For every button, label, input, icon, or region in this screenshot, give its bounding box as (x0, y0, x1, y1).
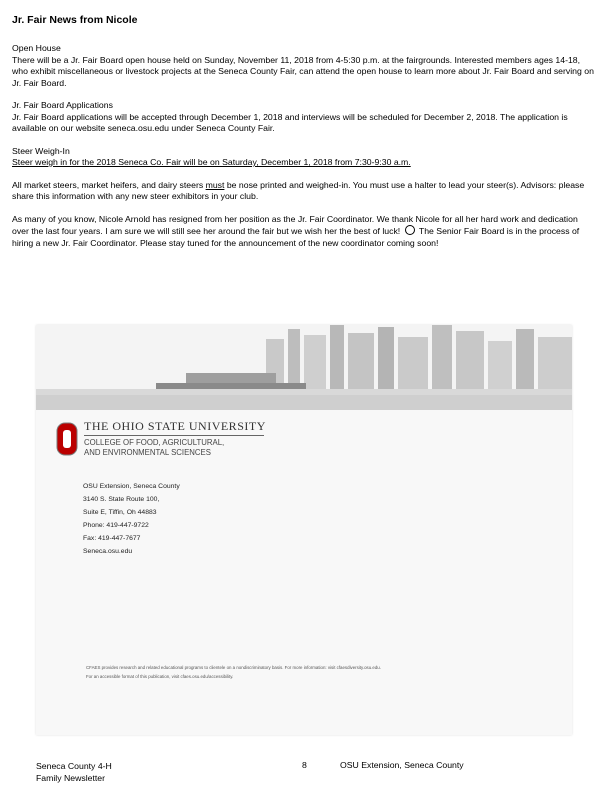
steer-requirements (12, 180, 594, 203)
office-address (83, 480, 180, 558)
block-o-logo-icon (56, 422, 78, 456)
steer-body-start: All market steers, market heifers, and dairy steers (12, 179, 206, 190)
footer-line: Seneca County 4-H (36, 761, 112, 771)
open-house-body: There will be a Jr. Fair Board open house held on Sunday, November 11, 2018 from 4-5:30 p.m. at the fairgrounds. Interested members ages 14-18, who exhibit miscellaneous or livestock projects at the Seneca County Fair, can attend the open house to learn more about Jr. Fair Board and serving on Jr. Fair Board. (12, 54, 594, 88)
address-line: 3140 S. State Route 100, (83, 496, 160, 503)
nondiscrimination-statement (86, 663, 381, 681)
footer-organization: OSU Extension, Seneca County (340, 760, 464, 770)
college-line: AND ENVIRONMENTAL SCIENCES (84, 448, 211, 457)
steer-date-line: Steer weigh in for the 2018 Seneca Co. Fair will be on Saturday, December 1, 2018 from 7:30-9:30 a.m. (12, 157, 411, 167)
coordinator-body-end: The Senior Fair Board is in the process of hiring a new Jr. Fair Coordinator. Please stay tuned for the announcement of the new coordinator coming soon! (12, 226, 580, 248)
applications-body: Jr. Fair Board applications will be accepted through December 1, 2018 and interviews will be scheduled for December 2, 2018. The application is available on our website seneca.osu.edu under Seneca County Fair. (12, 111, 568, 133)
address-line: Suite E, Tiffin, Oh 44883 (83, 509, 157, 516)
statement-line: CFAES provides research and related educational programs to clientele on a nondiscriminatory basis. For more information: visit cfaesdiversity.osu.edu. (86, 665, 381, 670)
address-line: OSU Extension, Seneca County (83, 483, 180, 490)
footer-line: Family Newsletter (36, 773, 106, 783)
college-name (84, 438, 284, 458)
address-line: Fax: 419-447-7677 (83, 535, 141, 542)
page-title: Jr. Fair News from Nicole (12, 14, 138, 26)
applications-section (12, 100, 594, 135)
address-line: Phone: 419-447-9722 (83, 522, 149, 529)
steer-body-end: be nose printed and weighed-in. You must use a halter to lead your steer(s). Advisors: please share this information with any new steer exhibitors in your club. (12, 179, 585, 201)
steer-heading: Steer Weigh-In (12, 145, 70, 156)
newsletter-content (12, 43, 594, 260)
applications-heading: Jr. Fair Board Applications (12, 100, 113, 110)
open-house-heading: Open House (12, 43, 61, 53)
smiley-icon (405, 225, 415, 235)
statement-line: For an accessible format of this publication, visit cfaes.osu.edu/accessibility. (86, 674, 234, 679)
osu-letterhead (36, 325, 572, 735)
coordinator-body-start: As many of you know, Nicole Arnold has resigned from her position as the Jr. Fair Coordinator. We thank Nicole for all her hard work and dedication over the last four years. I am sure we will still see her around the fair but we wish her the best of luck! (12, 213, 578, 236)
letterhead-divider (84, 435, 264, 436)
steer-body-emphasis: must (205, 179, 225, 190)
campus-skyline-image (36, 325, 572, 410)
steer-section (12, 146, 594, 169)
coordinator-section (12, 214, 594, 250)
college-line: COLLEGE OF FOOD, AGRICULTURAL, (84, 438, 225, 447)
open-house-section (12, 43, 594, 89)
website-link[interactable]: Seneca.osu.edu (83, 548, 133, 555)
university-name: THE OHIO STATE UNIVERSITY (84, 419, 266, 433)
page-number: 8 (302, 760, 307, 770)
footer-publication (36, 760, 112, 784)
